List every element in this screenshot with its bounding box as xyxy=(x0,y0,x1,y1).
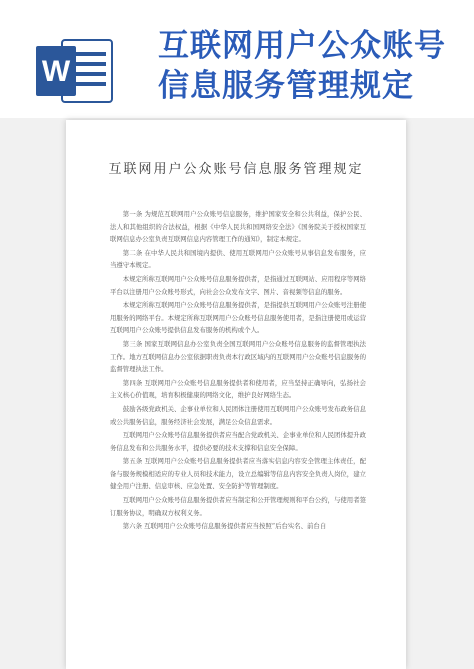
header-title: 互联网用户公众账号信息服务管理规定 xyxy=(158,28,446,104)
paragraph: 鼓励各级党政机关、企事业单位和人民团体注册使用互联网用户公众账号发布政务信息或公共服务信息，服务经济社会发展，满足公众信息需求。 xyxy=(110,404,366,426)
paragraph: 第二条 在中华人民共和国境内提供、使用互联网用户公众账号从事信息发布服务，应当遵守本规定。 xyxy=(110,248,366,270)
paragraph: 第六条 互联网用户公众账号信息服务提供者应当按照“后台实名、前台自 xyxy=(122,522,327,531)
paragraph: 本规定所称互联网用户公众账号信息服务提供者，是指通过互联网站、应用程序等网络平台以注册用户公众账号形式，向社会公众发布文字、图片、音视频等信息的服务。 xyxy=(110,274,366,296)
paragraph: 第四条 互联网用户公众账号信息服务提供者和使用者，应当坚持正确导向，弘扬社会主义核心价值观，培育积极健康的网络文化，维护良好网络生态。 xyxy=(110,378,366,400)
paragraph: 本规定所称互联网用户公众账号信息服务提供者，是指提供互联网用户公众账号注册使用服务的网络平台。本规定所称互联网用户公众账号信息服务使用者，是指注册使用或运营互联网用户公众账号提供信息发布服务的机构或个人。 xyxy=(110,301,366,335)
document-body xyxy=(110,208,366,534)
paragraph: 第三条 国家互联网信息办公室负责全国互联网用户公众账号信息服务的监督管理执法工作。地方互联网信息办公室依据职责负责本行政区域内的互联网用户公众账号信息服务的监督管理执法工作。 xyxy=(110,339,366,374)
logo-letter: W xyxy=(41,55,71,88)
word-document-icon xyxy=(36,36,114,106)
paragraph: 第一条 为规范互联网用户公众账号信息服务，维护国家安全和公共利益，保护公民、法人和其他组织的合法权益，根据《中华人民共和国网络安全法》《国务院关于授权国家互联网信息办公室负责互联网信息内容管理工作的通知》，制定本规定。 xyxy=(110,210,366,244)
paragraph: 第五条 互联网用户公众账号信息服务提供者应当落实信息内容安全管理主体责任，配备与服务规模相适应的专业人员和技术能力，设立总编辑等信息内容安全负责人岗位，建立健全用户注册、信息审核、应急处置、安全防护等管理制度。 xyxy=(110,457,366,491)
document-title: 互联网用户公众账号信息服务管理规定 xyxy=(108,162,364,177)
paragraph: 互联网用户公众账号信息服务提供者应当制定和公开管理规则和平台公约，与使用者签订服务协议，明确双方权利义务。 xyxy=(110,496,366,517)
header xyxy=(0,0,474,120)
paragraph: 互联网用户公众账号信息服务提供者应当配合党政机关、企事业单位和人民团体提升政务信息发布和公共服务水平，提供必要的技术支撑和信息安全保障。 xyxy=(110,431,366,452)
document-page xyxy=(66,120,406,669)
